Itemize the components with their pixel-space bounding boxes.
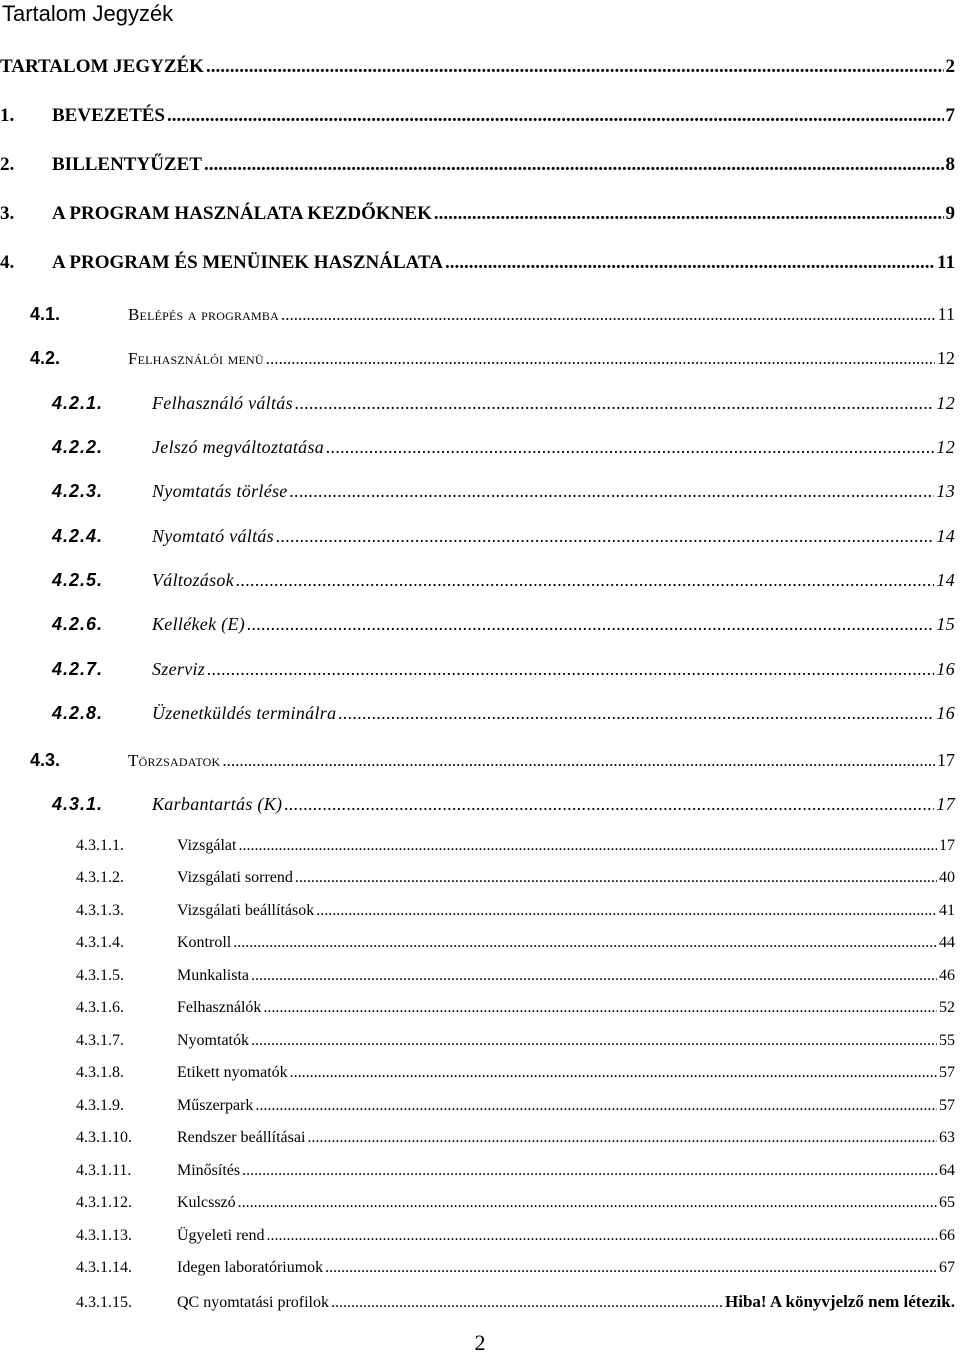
toc-entry-label: Jelszó megváltoztatása: [152, 437, 325, 457]
toc-entry-leader: [331, 1294, 723, 1312]
toc-entry-page: 44: [939, 934, 955, 951]
toc-entry[interactable]: [52, 570, 955, 591]
toc-entry[interactable]: [76, 1097, 955, 1115]
page-number: 2: [474, 1330, 486, 1355]
toc-entry[interactable]: [76, 1064, 955, 1082]
toc-entry-label: Munkalista: [177, 967, 249, 984]
toc-entry-number: 4.3.1.14.: [76, 1259, 132, 1276]
toc-entry-number: 4.3.1.10.: [76, 1129, 132, 1146]
toc-entry-page: 9: [945, 203, 955, 224]
toc-entry-page: 46: [939, 967, 955, 984]
toc-entry-label: Vizsgálati sorrend: [177, 869, 293, 886]
toc-entry-page: 13: [936, 481, 955, 501]
toc-entry-page: 11: [937, 304, 955, 324]
toc-entry-number: 4.3.1.4.: [76, 934, 124, 951]
toc-entry[interactable]: [30, 750, 955, 771]
toc-entry[interactable]: [76, 934, 955, 952]
toc-entry-leader: [242, 1162, 937, 1180]
toc-entry-page: 57: [939, 1064, 955, 1081]
toc-entry-leader: [206, 56, 944, 78]
toc-entry[interactable]: [76, 1227, 955, 1245]
toc-entry-page: 65: [939, 1194, 955, 1211]
toc-entry-number: 3.: [0, 203, 15, 224]
toc-entry[interactable]: [76, 1259, 955, 1277]
toc-entry-leader: [338, 703, 934, 724]
toc-entry-label: Felhasználók: [177, 999, 262, 1016]
toc-entry-leader: [233, 934, 937, 952]
toc-entry-number: 4.2.7.: [52, 659, 104, 679]
toc-entry-page: 66: [939, 1227, 955, 1244]
toc-entry[interactable]: [52, 393, 955, 414]
toc-entry-leader: [445, 252, 935, 274]
toc-entry-number: 4.3.1.1.: [76, 837, 124, 854]
toc-entry-leader: [281, 305, 936, 325]
toc-entry[interactable]: [76, 967, 955, 985]
toc-entry-number: 4.: [0, 252, 15, 273]
toc-entry-leader: [266, 349, 935, 369]
toc-entry[interactable]: [76, 1292, 955, 1312]
toc-entry-label: Rendszer beállításai: [177, 1129, 306, 1146]
toc-entry-number: 4.3.1.15.: [76, 1294, 132, 1311]
toc-entry-number: 4.3.1.5.: [76, 967, 124, 984]
toc-entry-page: 14: [936, 526, 955, 546]
toc-entry[interactable]: [30, 348, 955, 369]
toc-entry-number: 4.3.1.9.: [76, 1097, 124, 1114]
toc-entry[interactable]: [76, 1129, 955, 1147]
toc-entry-leader: [284, 794, 934, 815]
toc-entry-page: 16: [936, 703, 955, 723]
toc-entry-number: 4.2.1.: [52, 393, 104, 413]
toc-entry-page: 57: [939, 1097, 955, 1114]
toc-entry-label: Nyomtató váltás: [152, 526, 274, 546]
toc-entry-label: Vizsgálati beállítások: [177, 902, 315, 919]
toc-entry-leader: [167, 105, 944, 127]
toc-entry-number: 4.1.: [30, 304, 61, 324]
toc-entry-page: Hiba! A könyvjelző nem létezik.: [725, 1292, 955, 1311]
toc-entry-number: 4.3.1.13.: [76, 1227, 132, 1244]
toc-entry-page: 2: [945, 56, 955, 77]
toc-entry-leader: [238, 837, 937, 855]
toc-entry-label: Törzsadatok: [128, 751, 221, 770]
toc-entry-page: 17: [939, 837, 955, 854]
toc-entry-number: 4.2.6.: [52, 614, 104, 634]
toc-entry[interactable]: [0, 154, 955, 176]
toc-entry-label: Felhasználó váltás: [152, 393, 293, 413]
toc-entry-page: 15: [936, 614, 955, 634]
toc-entry-leader: [263, 999, 937, 1017]
toc-entry-label: Szerviz: [152, 659, 206, 679]
toc-entry[interactable]: [30, 304, 955, 325]
toc-entry-page: 52: [939, 999, 955, 1016]
toc-entry-leader: [316, 902, 937, 920]
toc-entry-number: 4.3.1.8.: [76, 1064, 124, 1081]
toc-entry-page: 12: [936, 437, 955, 457]
toc-entry-page: 8: [945, 154, 955, 175]
toc-entry-leader: [276, 526, 934, 547]
toc-entry-label: Kellékek (E): [152, 614, 246, 634]
toc-entry-number: 4.2.4.: [52, 526, 104, 546]
toc-entry-leader: [251, 1032, 937, 1050]
toc-entry-leader: [295, 869, 937, 887]
toc-entry-leader: [290, 481, 935, 502]
toc-entry-number: 4.3.1.12.: [76, 1194, 132, 1211]
toc-entry[interactable]: [52, 481, 955, 502]
toc-entry[interactable]: [0, 56, 955, 78]
toc-entry-label: BILLENTYŰZET: [52, 154, 202, 175]
toc-entry-page: 11: [937, 252, 955, 273]
toc-entry-label: Ügyeleti rend: [177, 1227, 265, 1244]
toc-entry[interactable]: [52, 437, 955, 458]
toc-entry[interactable]: [52, 794, 955, 815]
toc-entry-leader: [255, 1097, 937, 1115]
toc-entry-number: 2.: [0, 154, 15, 175]
toc-entry[interactable]: [0, 252, 955, 274]
toc-entry-label: A PROGRAM HASZNÁLATA KEZDŐKNEK: [52, 203, 432, 224]
toc-entry-leader: [247, 614, 934, 635]
toc-entry-label: Belépés a programba: [128, 305, 279, 324]
toc-entry-label: Üzenetküldés terminálra: [152, 703, 337, 723]
toc-entry-number: 4.3.1.: [52, 794, 104, 814]
toc-entry[interactable]: [52, 614, 955, 635]
toc-entry-label: Kulcsszó: [177, 1194, 236, 1211]
toc-entry-number: TARTALOM JEGYZÉK: [0, 56, 204, 77]
toc-entry-leader: [307, 1129, 937, 1147]
toc-entry-leader: [207, 659, 934, 680]
toc-entry-number: 1.: [0, 105, 15, 126]
toc-entry-page: 67: [939, 1259, 955, 1276]
toc-entry-page: 14: [936, 570, 955, 590]
toc-entry-page: 17: [937, 750, 955, 770]
toc-entry-label: Kontroll: [177, 934, 232, 951]
toc-entry-label: BEVEZETÉS: [52, 105, 165, 126]
toc-entry-page: 12: [936, 393, 955, 413]
toc-entry-leader: [236, 570, 934, 591]
page-title: Tartalom Jegyzék: [2, 1, 174, 26]
toc-entry-number: 4.3.1.2.: [76, 869, 124, 886]
toc-entry-page: 40: [939, 869, 955, 886]
toc-entry-leader: [222, 751, 935, 771]
toc-entry-number: 4.3.1.11.: [76, 1162, 132, 1179]
toc-entry-page: 64: [939, 1162, 955, 1179]
toc-entry-page: 55: [939, 1032, 955, 1049]
toc-entry-page: 41: [939, 902, 955, 919]
toc-entry-leader: [295, 393, 934, 414]
toc-entry-label: Minősítés: [177, 1162, 241, 1179]
toc-entry[interactable]: [76, 999, 955, 1017]
toc-entry-label: Nyomtatás törlése: [152, 481, 288, 501]
toc-entry-page: 12: [937, 348, 955, 368]
toc-entry-leader: [251, 967, 937, 985]
toc-entry[interactable]: [76, 1194, 955, 1212]
toc-entry-leader: [434, 203, 944, 225]
toc-entry-page: 7: [945, 105, 955, 126]
toc-entry[interactable]: [76, 1162, 955, 1180]
toc-entry-label: Felhasználói menü: [128, 349, 264, 368]
toc-entry[interactable]: [0, 105, 955, 127]
toc-entry-number: 4.2.8.: [52, 703, 104, 723]
toc-entry-number: 4.2.: [30, 348, 61, 368]
toc-entry-page: 16: [936, 659, 955, 679]
toc-entry[interactable]: [52, 526, 955, 547]
toc-entry-number: 4.3.1.3.: [76, 902, 124, 919]
toc-entry-label: Karbantartás (K): [152, 794, 283, 814]
toc-entry-page: 63: [939, 1129, 955, 1146]
toc-entry[interactable]: [76, 902, 955, 920]
toc-entry[interactable]: [76, 837, 955, 855]
toc-entry-leader: [325, 1259, 937, 1277]
toc-entry-leader: [290, 1064, 937, 1082]
toc-entry-leader: [326, 437, 934, 458]
toc-entry-label: Etikett nyomatók: [177, 1064, 288, 1081]
toc-entry-number: 4.3.1.7.: [76, 1032, 124, 1049]
toc-entry-number: 4.2.3.: [52, 481, 104, 501]
toc-entry[interactable]: [0, 203, 955, 225]
toc-entry-label: Vizsgálat: [177, 837, 237, 854]
toc-entry-number: 4.3.1.6.: [76, 999, 124, 1016]
toc-entry[interactable]: [76, 869, 955, 887]
toc-entry-number: 4.2.5.: [52, 570, 104, 590]
toc-entry[interactable]: [76, 1032, 955, 1050]
toc-entry-label: A PROGRAM ÉS MENÜINEK HASZNÁLATA: [52, 252, 443, 273]
toc-entry-label: Idegen laboratóriumok: [177, 1259, 324, 1276]
toc-entry-number: 4.2.2.: [52, 437, 104, 457]
toc-entry-number: 4.3.: [30, 750, 61, 770]
toc-entry-page: 17: [936, 794, 955, 814]
toc-entry-leader: [238, 1194, 937, 1212]
toc-entry-leader: [204, 154, 944, 176]
toc-entry-label: Változások: [152, 570, 234, 590]
toc-entry-label: QC nyomtatási profilok: [177, 1294, 329, 1311]
toc-entry-leader: [267, 1227, 937, 1245]
toc-entry[interactable]: [52, 703, 955, 724]
toc-entry-label: Nyomtatók: [177, 1032, 249, 1049]
toc-entry-label: Műszerpark: [177, 1097, 254, 1114]
toc-entry[interactable]: [52, 659, 955, 680]
